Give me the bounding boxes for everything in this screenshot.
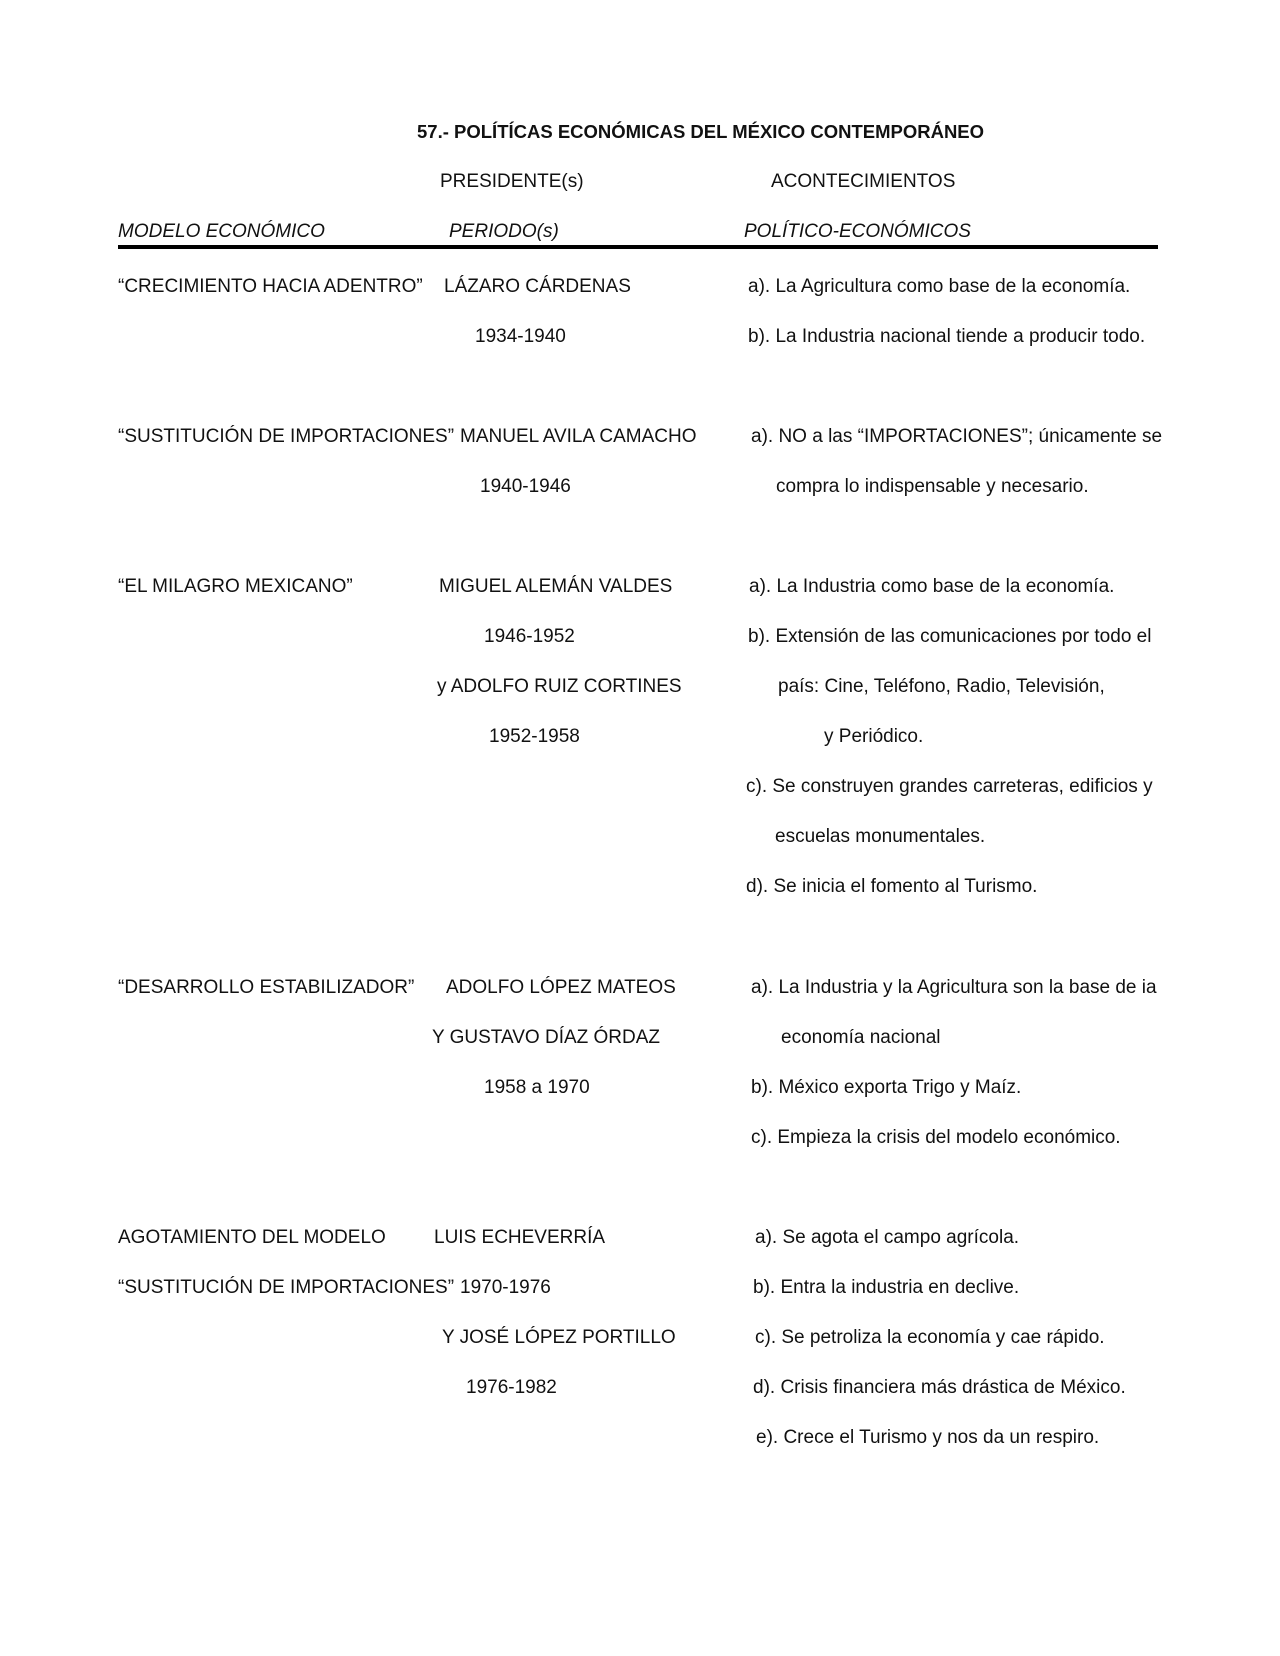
row-4-model: “DESARROLLO ESTABILIZADOR” bbox=[118, 977, 415, 998]
row-3-president-2: y ADOLFO RUIZ CORTINES bbox=[437, 676, 682, 697]
header-rule bbox=[118, 245, 1158, 249]
row-3-model: “EL MILAGRO MEXICANO” bbox=[118, 576, 353, 597]
row-5-period-2: 1976-1982 bbox=[466, 1377, 557, 1398]
row-2-president: MANUEL AVILA CAMACHO bbox=[460, 426, 697, 447]
row-4-president-1: ADOLFO LÓPEZ MATEOS bbox=[446, 977, 676, 998]
row-4-period: 1958 a 1970 bbox=[484, 1077, 590, 1098]
row-4-president-2: Y GUSTAVO DÍAZ ÓRDAZ bbox=[432, 1027, 661, 1048]
row-5-president-1: LUIS ECHEVERRÍA bbox=[434, 1227, 606, 1248]
row-1-model: “CRECIMIENTO HACIA ADENTRO” bbox=[118, 276, 423, 297]
header-model: MODELO ECONÓMICO bbox=[118, 221, 325, 242]
row-3-period-1: 1946-1952 bbox=[484, 626, 575, 647]
row-4-event-a-cont: economía nacional bbox=[781, 1027, 941, 1048]
row-2-event-a-cont: compra lo indispensable y necesario. bbox=[776, 476, 1089, 497]
row-3-event-b-cont-2: y Periódico. bbox=[824, 726, 924, 747]
row-2-model: “SUSTITUCIÓN DE IMPORTACIONES” bbox=[118, 426, 455, 447]
row-5-event-a: a). Se agota el campo agrícola. bbox=[755, 1227, 1020, 1248]
row-3-event-b-cont-1: país: Cine, Teléfono, Radio, Televisión, bbox=[778, 676, 1105, 697]
row-1-president: LÁZARO CÁRDENAS bbox=[444, 276, 631, 297]
row-4-event-c: c). Empieza la crisis del modelo económico. bbox=[751, 1127, 1121, 1148]
row-1-period: 1934-1940 bbox=[475, 326, 566, 347]
header-events: ACONTECIMIENTOS bbox=[771, 171, 956, 192]
row-2-event-a: a). NO a las “IMPORTACIONES”; únicamente se bbox=[751, 426, 1163, 447]
row-3-event-c: c). Se construyen grandes carreteras, edificios y bbox=[746, 776, 1153, 797]
row-5-event-b: b). Entra la industria en declive. bbox=[753, 1277, 1020, 1298]
row-4-event-a: a). La Industria y la Agricultura son la base de ia bbox=[751, 977, 1157, 998]
document-title: 57.- POLÍTÍCAS ECONÓMICAS DEL MÉXICO CONTEMPORÁNEO bbox=[417, 121, 985, 142]
header-presidents: PRESIDENTE(s) bbox=[440, 171, 584, 192]
row-5-president-2: Y JOSÉ LÓPEZ PORTILLO bbox=[442, 1327, 676, 1348]
row-3-event-c-cont: escuelas monumentales. bbox=[775, 826, 986, 847]
header-political-economic: POLÍTICO-ECONÓMICOS bbox=[744, 221, 971, 242]
row-5-event-e: e). Crece el Turismo y nos da un respiro. bbox=[756, 1427, 1100, 1448]
row-3-president-1: MIGUEL ALEMÁN VALDES bbox=[439, 576, 673, 597]
row-3-period-2: 1952-1958 bbox=[489, 726, 580, 747]
row-2-period: 1940-1946 bbox=[480, 476, 571, 497]
row-3-event-d: d). Se inicia el fomento al Turismo. bbox=[746, 876, 1038, 897]
header-periods: PERIODO(s) bbox=[449, 221, 559, 242]
row-3-event-b: b). Extensión de las comunicaciones por todo el bbox=[748, 626, 1152, 647]
row-4-event-b: b). México exporta Trigo y Maíz. bbox=[751, 1077, 1022, 1098]
row-5-model-line-2: “SUSTITUCIÓN DE IMPORTACIONES” bbox=[118, 1277, 455, 1298]
row-1-event-a: a). La Agricultura como base de la economía. bbox=[748, 276, 1131, 297]
row-1-event-b: b). La Industria nacional tiende a producir todo. bbox=[748, 326, 1146, 347]
row-3-event-a: a). La Industria como base de la economía. bbox=[749, 576, 1115, 597]
row-5-event-c: c). Se petroliza la economía y cae rápido. bbox=[755, 1327, 1105, 1348]
row-5-model-line-1: AGOTAMIENTO DEL MODELO bbox=[118, 1227, 386, 1248]
row-5-event-d: d). Crisis financiera más drástica de México. bbox=[753, 1377, 1126, 1398]
row-5-period-1: 1970-1976 bbox=[460, 1277, 551, 1298]
